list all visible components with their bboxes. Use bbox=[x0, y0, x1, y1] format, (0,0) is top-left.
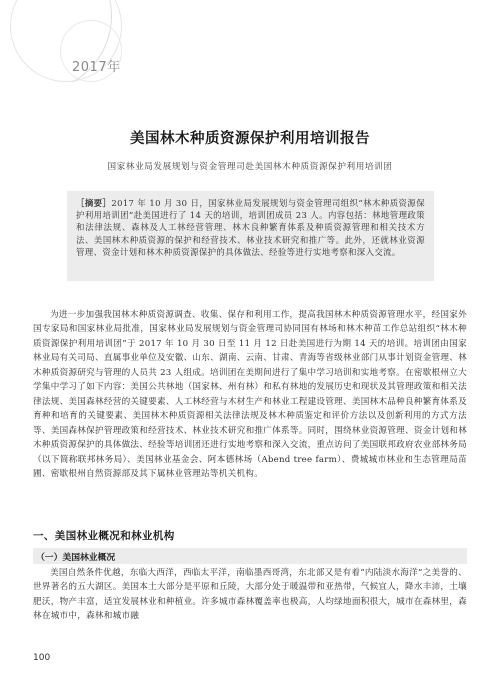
section-heading: 一、美国林业概况和林业机构 bbox=[33, 530, 175, 542]
abstract-label: ［摘要］ bbox=[76, 198, 112, 208]
section-paragraph: 美国自然条件优越，东临大西洋，西临太平洋，南临墨西哥湾，东北部又是有着“内陆淡水海洋”之美誉的、世界著名的五大湖区。美国本土大部分是平原和丘陵，大部分处于暖温带和亚热带，气候宜人，降水丰沛，土壤肥沃，物产丰富，适宜发展林业和种植业。许多城市森林覆盖率也极高，人均绿地面积很大，城市在森林里，森林在城市中，森林和城市融 bbox=[33, 568, 467, 622]
author-organization: 国家林业局发展规划与资金管理司赴美国林木种质资源保护利用培训团 bbox=[107, 162, 393, 172]
subsection-heading: （一）美国林业概况 bbox=[36, 553, 116, 563]
intro-paragraph: 为进一步加强我国林木种质资源调查、收集、保存和利用工作，提高我国林木种质资源管理水平，经国家外国专家局和国家林业局批准，国家林业局发展规划与资金管理司协同国有林场和林木种苗工作总站组织“林木种质资源保护利用培训团”于 2017 年 10 月 30 日至 11 月 12 日赴美国进行为期 14 天的培训。培训团由国家林业局有关司局、直属事业单位及安徽、山东、湖南、云南、甘肃、青海等省级林业部门从事计划资金管理、林木种质资源研究与管理的人员共 23 人组成。培训团在美期间进行了集中学习培训和实地考察。在密歇根州立大学集中学习了如下内容：美国公共林地（国家林、州有林）和私有林地的发展历史和现状及其管理政策和相关法律法规、美国森林经营的关键要素、人工林经营与木材生产和林业工程建设管理、美国林木品种良种繁育体系及育种和培育的关键要素、美国林木种质资源相关法律法规及林木种质鉴定和评价方法以及创新利用的方式方法等、美国森林保护管理政策和经营技术、林业技术研究和推广体系等。同时，围绕林业资源管理、资金计划和林木种质资源保护的具体做法、经验等培训团还进行实地考察和深入交流，重点访问了美国联邦政府农业部林务局（以下简称联邦林务局）、美国林业基金会、阿本德林场（Abend tree farm）、费城城市林业和生态管理局苗圃、密歇根州自然资源部及其下属林业管理站等机关机构。 bbox=[33, 310, 467, 479]
page-number: 100 bbox=[33, 653, 51, 663]
abstract-text: 2017 年 10 月 30 日，国家林业局发展规划与资金管理司组织“林木种质资源保护利用培训团”赴美国进行了 14 天的培训，培训团成员 23 人。内容包括：林地管理政策和法律法规、森林及人工林经营管理、林木良种繁育体系及种质资源管理和相关技术方法、美国林木种质资源的保护和经营技术、林业技术研究和推广等。此外，还就林业资源管理、资金计划和林木种质资源保护的具体做法、经验等进行实地考察和深入交流。 bbox=[76, 198, 425, 257]
year-label: 2017年 bbox=[72, 60, 121, 75]
report-title: 美国林木种质资源保护利用培训报告 bbox=[130, 131, 370, 147]
page-header-decoration bbox=[0, 0, 500, 82]
abstract-box bbox=[67, 191, 434, 281]
